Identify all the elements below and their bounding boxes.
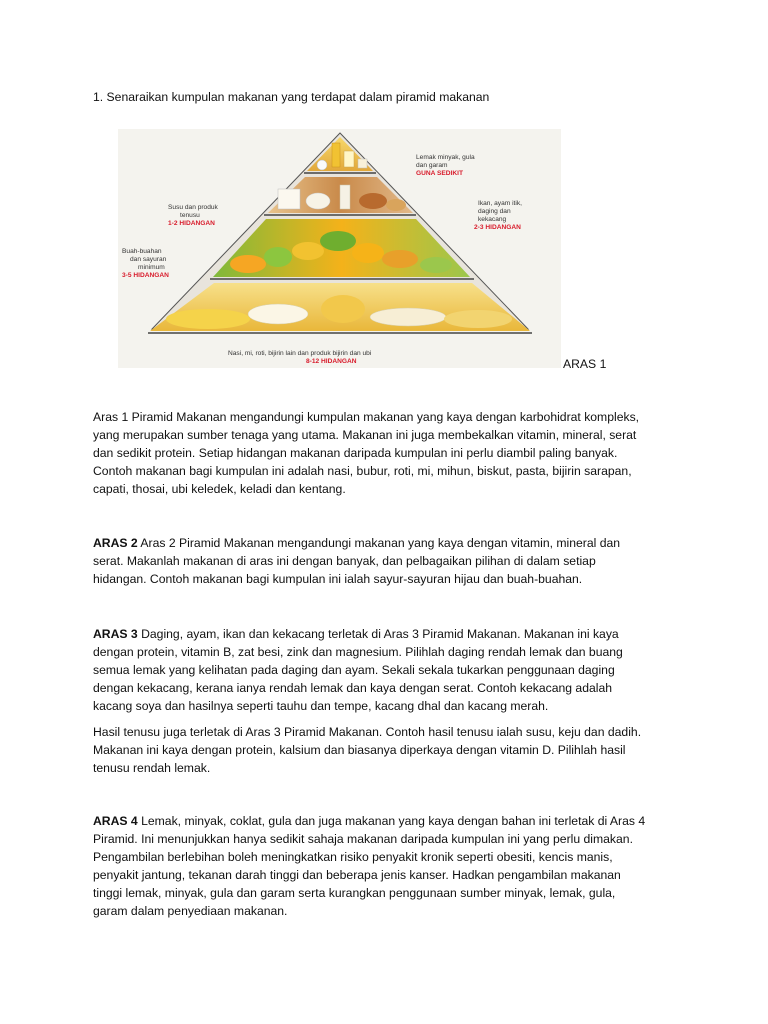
grain-serving: 8-12 HIDANGAN <box>306 358 357 365</box>
text-line: Lemak, minyak, coklat, gula dan juga makanan yang kaya dengan bahan ini terletak di Aras 4 <box>137 814 646 828</box>
top-serving: GUNA SEDIKIT <box>416 170 464 177</box>
dairy-serving: 1-2 HIDANGAN <box>168 220 215 227</box>
text-line: tinggi lemak, minyak, gula dan garam serta kurangkan penggunaan sumber minyak, lemak, gula, <box>93 886 616 900</box>
text-line: Daging, ayam, ikan dan kekacang terletak di Aras 3 Piramid Makanan. Makanan ini kaya <box>137 627 619 641</box>
text-line: tenusu rendah lemak. <box>93 761 211 775</box>
fruit-serving: 3-5 HIDANGAN <box>122 272 169 279</box>
paragraph-aras-4 <box>93 812 678 920</box>
text-line: Hasil tenusu juga terletak di Aras 3 Piramid Makanan. Contoh hasil tenusu ialah susu, keju dan dadih. <box>93 725 642 739</box>
text-line: serat. Makanlah makanan di aras ini dengan banyak, dan pelbagaikan pilihan di dalam setiap <box>93 554 596 568</box>
grain-label: Nasi, mi, roti, bijirin lain dan produk bijirin dan ubi <box>228 350 372 357</box>
paragraph-aras-1 <box>93 408 678 498</box>
protein-label-line3: kekacang <box>478 216 507 223</box>
paragraph-aras-2 <box>93 534 678 588</box>
text-line: dan sedikit protein. Setiap hidangan makanan daripada kumpulan ini perlu diambil paling banyak. <box>93 446 618 460</box>
pyramid-level-3-dairy-protein <box>268 177 413 213</box>
fruit-label-line3: minimum <box>138 264 165 271</box>
text-line: semua lemak yang kelihatan pada daging dan ayam. Sekali sekala tukarkan penggunaan daging <box>93 663 615 677</box>
section-label: ARAS 3 <box>93 627 138 641</box>
top-label-line1: Lemak minyak, gula <box>416 154 475 161</box>
figure-caption: ARAS 1 <box>563 357 607 371</box>
text-line: Piramid. Ini menunjukkan hanya sedikit sahaja makanan daripada kumpulan ini yang perlu dimakan. <box>93 832 633 846</box>
pyramid-level-4-fats <box>307 137 373 171</box>
text-line: kacang soya dan hasilnya seperti tauhu dan tempe, kacang dhal dan kacang merah. <box>93 699 549 713</box>
fruit-label-line1: Buah-buahan <box>122 248 162 255</box>
protein-label-line1: Ikan, ayam itik, <box>478 200 522 207</box>
section-label: ARAS 4 <box>93 814 138 828</box>
text-line: Contoh makanan bagi kumpulan ini adalah nasi, bubur, roti, mi, mihun, biskut, pasta, bijirin sarapan, <box>93 464 632 478</box>
dairy-label-line2: tenusu <box>180 212 200 219</box>
text-line: garam dalam penyediaan makanan. <box>93 904 288 918</box>
text-line: Aras 1 Piramid Makanan mengandungi kumpulan makanan yang kaya dengan karbohidrat kompleks, <box>93 410 640 424</box>
text-line: capati, thosai, ubi keledek, keladi dan kentang. <box>93 482 346 496</box>
protein-serving: 2-3 HIDANGAN <box>474 224 521 231</box>
section-label: ARAS 2 <box>93 536 138 550</box>
text-line: dengan kekacang, kerana ianya rendah lemak dan kaya dengan serat. Contoh kekacang adalah <box>93 681 613 695</box>
dairy-label-line1: Susu dan produk <box>168 204 218 211</box>
food-pyramid-image <box>118 129 561 368</box>
fruit-label-line2: dan sayuran <box>130 256 167 263</box>
pyramid-level-1-grains <box>150 283 530 331</box>
paragraph-tenusu <box>93 723 678 777</box>
text-line: yang merupakan sumber tenaga yang utama. Makanan ini juga membekalkan vitamin, mineral, serat <box>93 428 637 442</box>
text-line: Pengambilan berlebihan boleh meningkatkan risiko penyakit kronik seperti obesiti, kencis manis, <box>93 850 613 864</box>
protein-label-line2: daging dan <box>478 208 511 215</box>
text-line: penyakit jantung, tekanan darah tinggi dan beberapa jenis kanser. Hadkan pengambilan makanan <box>93 868 621 882</box>
top-label-line2: dan garam <box>416 162 448 169</box>
question-text: 1. Senaraikan kumpulan makanan yang terdapat dalam piramid makanan <box>93 90 490 104</box>
text-line: dengan protein, vitamin B, zat besi, zink dan magnesium. Pilihlah daging rendah lemak dan buang <box>93 645 623 659</box>
text-line: Makanan ini kaya dengan protein, kalsium dan biasanya diperkaya dengan vitamin D. Pilihlah hasil <box>93 743 626 757</box>
paragraph-aras-3 <box>93 625 678 715</box>
text-line: hidangan. Contoh makanan bagi kumpulan ini ialah sayur-sayuran hijau dan buah-buahan. <box>93 572 583 586</box>
text-line: Aras 2 Piramid Makanan mengandungi makanan yang kaya dengan vitamin, mineral dan <box>137 536 621 550</box>
